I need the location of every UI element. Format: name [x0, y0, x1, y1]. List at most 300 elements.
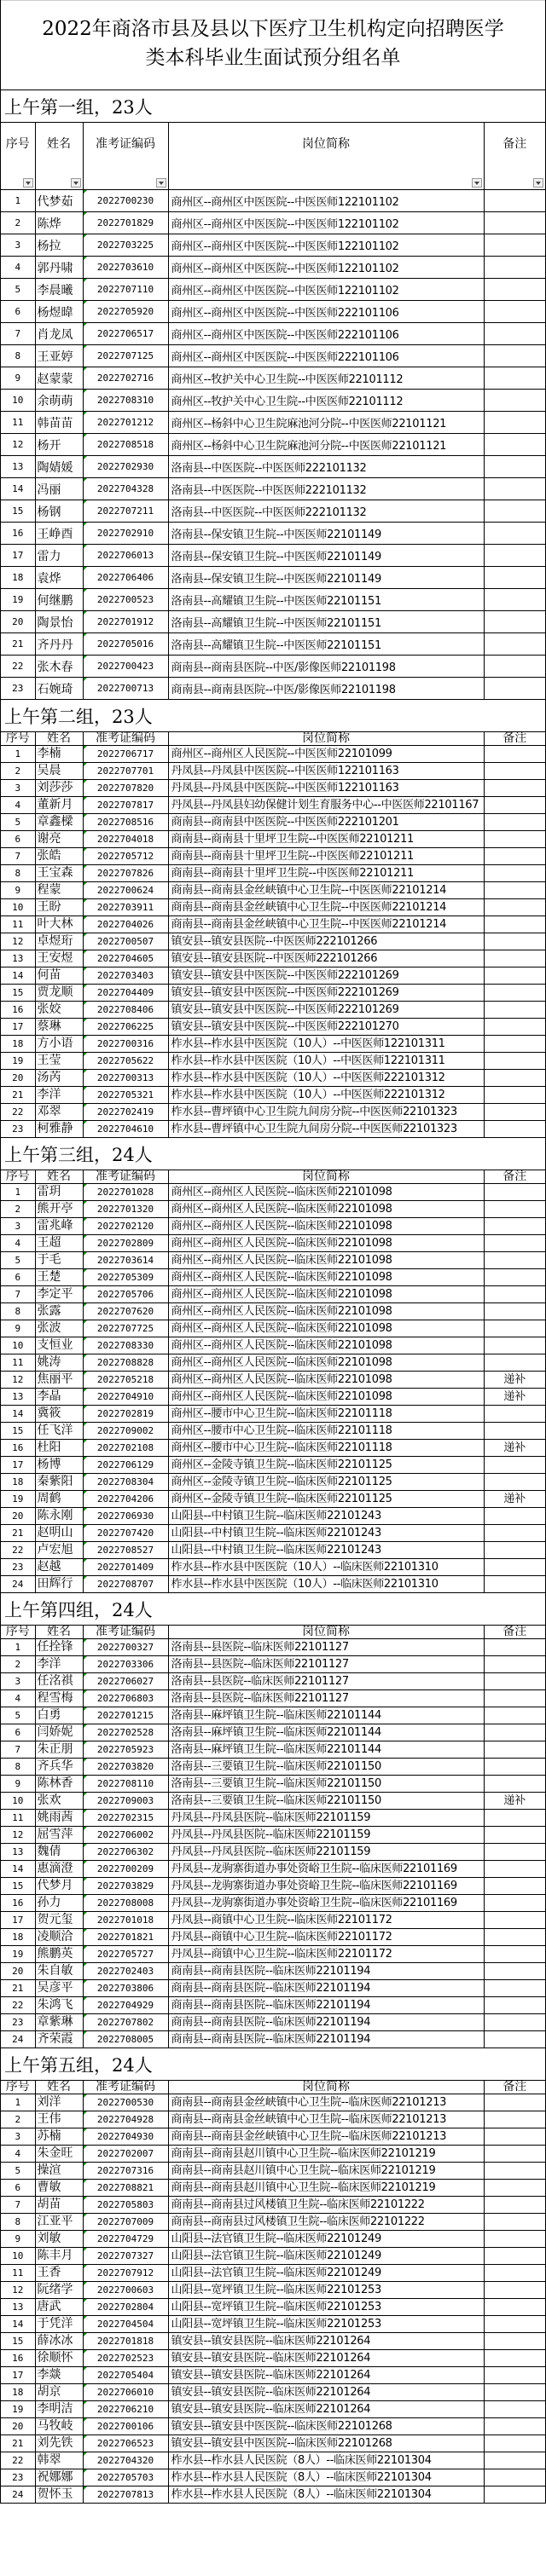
candidate-name: 雷玥: [35, 1184, 83, 1201]
post-title: 商南县--商南县赵川镇中心卫生院--临床医师22101219: [168, 2180, 484, 2197]
ticket-number: 2022709003: [83, 1793, 168, 1810]
remark: [484, 1673, 545, 1690]
table-row: [1, 367, 545, 390]
post-title: 山阳县--中村镇卫生院--临床医师22101243: [168, 1508, 484, 1525]
candidate-name: 朱鸿飞: [35, 1997, 83, 2014]
post-title: 商南县--商南县医院--临床医师22101194: [168, 2031, 484, 2048]
candidate-name: 何苗: [35, 967, 83, 985]
post-title: 商州区--金陵寺镇卫生院--临床医师22101125: [168, 1474, 484, 1491]
remark: [484, 985, 545, 1002]
candidate-name: 方小语: [35, 1036, 83, 1053]
post-title: 商南县--商南县医院--临床医师22101194: [168, 1997, 484, 2014]
candidate-name: 杨拉: [35, 234, 83, 257]
table-row: [1, 1861, 545, 1878]
table-row: [1, 2014, 545, 2031]
table-row: [1, 2231, 545, 2248]
candidate-name: 石婉琦: [35, 678, 83, 700]
remark: [484, 763, 545, 780]
column-label: 岗位简称: [302, 1170, 350, 1183]
candidate-name: 刘敏: [35, 2231, 83, 2248]
row-index: 14: [1, 478, 35, 500]
table-row: [1, 2282, 545, 2299]
ticket-number: 2022704610: [83, 1121, 168, 1138]
candidate-name: 张木春: [35, 656, 83, 678]
post-title: 商州区--商州区人民医院--临床医师22101098: [168, 1218, 484, 1235]
table-row: [1, 234, 545, 257]
table-row: [1, 933, 545, 950]
remark: [484, 831, 545, 848]
column-label: 岗位简称: [302, 1626, 350, 1638]
candidate-name: 薛冰冰: [35, 2333, 83, 2350]
candidate-name: 代梦月: [35, 1878, 83, 1895]
ticket-number: 2022707820: [83, 780, 168, 797]
row-index: 20: [1, 2418, 35, 2435]
ticket-number: 2022700327: [83, 1639, 168, 1656]
table-row: [1, 1286, 545, 1303]
remark: [484, 950, 545, 967]
ticket-number: 2022700313: [83, 1070, 168, 1087]
remark: [484, 967, 545, 985]
table-row: [1, 1963, 545, 1980]
row-index: 22: [1, 1104, 35, 1121]
remark: [484, 2128, 545, 2146]
row-index: 7: [1, 848, 35, 865]
filter-dropdown-icon[interactable]: [533, 178, 543, 188]
candidate-name: 贾龙顺: [35, 985, 83, 1002]
table-row: [1, 412, 545, 434]
column-label: 姓名: [47, 732, 71, 745]
candidate-name: 任飞洋: [35, 1423, 83, 1440]
post-title: 商南县--商南县赵川镇中心卫生院--临床医师22101219: [168, 2163, 484, 2180]
candidate-name: 李明洁: [35, 2401, 83, 2418]
row-index: 2: [1, 763, 35, 780]
post-title: 丹凤县--丹凤县医院--临床医师22101159: [168, 1844, 484, 1861]
remark: [484, 1002, 545, 1019]
ticket-number: 2022701409: [83, 1559, 168, 1576]
table-row: [1, 1946, 545, 1963]
remark: 递补: [484, 1372, 545, 1389]
row-index: 17: [1, 1457, 35, 1474]
row-index: 14: [1, 1406, 35, 1423]
candidate-name: 陈丰月: [35, 2248, 83, 2265]
remark: [484, 1844, 545, 1861]
ticket-number: 2022703306: [83, 1656, 168, 1673]
post-title: 洛南县--高耀镇卫生院--中医医师22101151: [168, 611, 484, 633]
candidate-name: 卢宏旭: [35, 1542, 83, 1559]
post-title: 丹凤县--商镇中心卫生院--临床医师22101172: [168, 1946, 484, 1963]
row-index: 14: [1, 967, 35, 985]
ticket-number: 2022704409: [83, 985, 168, 1002]
candidate-name: 杨博: [35, 1457, 83, 1474]
column-label: 备注: [502, 732, 527, 745]
ticket-number: 2022701821: [83, 1929, 168, 1946]
row-index: 21: [1, 633, 35, 656]
ticket-number: 2022701028: [83, 1184, 168, 1201]
col-header-note: [484, 2081, 545, 2094]
ticket-number: 2022702120: [83, 1218, 168, 1235]
table-row: [1, 2316, 545, 2333]
post-title: 山阳县--中村镇卫生院--临床医师22101243: [168, 1542, 484, 1559]
ticket-number: 2022705404: [83, 2367, 168, 2384]
column-label: 姓名: [47, 1626, 71, 1638]
remark: [484, 2299, 545, 2316]
ticket-number: 2022704320: [83, 2452, 168, 2469]
col-header-index: [1, 123, 35, 190]
remark: [484, 1997, 545, 2014]
ticket-number: 2022705622: [83, 1053, 168, 1070]
column-label: 准考证编码: [96, 137, 155, 151]
ticket-number: 2022700713: [83, 678, 168, 700]
candidate-name: 刘先铁: [35, 2435, 83, 2452]
table-row: [1, 390, 545, 412]
column-label: 备注: [502, 2081, 527, 2094]
table-row: [1, 1019, 545, 1036]
ticket-number: 2022703829: [83, 1878, 168, 1895]
remark: [484, 633, 545, 656]
ticket-number: 2022705309: [83, 1269, 168, 1286]
remark: [484, 257, 545, 279]
candidate-name: 魏倩: [35, 1844, 83, 1861]
remark: [484, 2111, 545, 2128]
row-index: 5: [1, 814, 35, 831]
candidate-name: 惠滴澄: [35, 1861, 83, 1878]
row-index: 23: [1, 2469, 35, 2486]
post-title: 镇安县--镇安县中医医院--中医医师222101269: [168, 1002, 484, 1019]
col-header-note: [484, 732, 545, 746]
post-title: 洛南县--保安镇卫生院--中医医师22101149: [168, 567, 484, 589]
remark: [484, 2265, 545, 2282]
candidate-name: 陈永刚: [35, 1508, 83, 1525]
column-label: 岗位简称: [302, 2081, 350, 2094]
candidate-name: 王安煜: [35, 950, 83, 967]
table-row: [1, 2248, 545, 2265]
post-title: 商南县--商南县中医医院--中医医师222101201: [168, 814, 484, 831]
candidate-name: 熊鹏英: [35, 1946, 83, 1963]
post-title: 丹凤县--商镇中心卫生院--临床医师22101172: [168, 1912, 484, 1929]
remark: [484, 678, 545, 700]
ticket-number: 2022705016: [83, 633, 168, 656]
table-row: [1, 1741, 545, 1759]
table-row: [1, 1372, 545, 1389]
remark: [484, 2333, 545, 2350]
table-row: [1, 2146, 545, 2163]
row-index: 1: [1, 190, 35, 212]
col-header-ticket: [83, 2081, 168, 2094]
post-title: 镇安县--镇安县中医医院--中医医师222101270: [168, 1019, 484, 1036]
remark: [484, 500, 545, 523]
post-title: 商南县--商南县金丝峡镇中心卫生院--中医医师22101214: [168, 882, 484, 899]
remark: [484, 523, 545, 545]
ticket-number: 2022702403: [83, 1963, 168, 1980]
row-index: 5: [1, 1252, 35, 1269]
table-row: [1, 1087, 545, 1104]
post-title: 商南县--商南县金丝峡镇中心卫生院--临床医师22101213: [168, 2111, 484, 2128]
row-index: 22: [1, 1997, 35, 2014]
table-row: [1, 2401, 545, 2418]
post-title: 镇安县--镇安县中医医院--临床医师22101268: [168, 2418, 484, 2435]
remark: [484, 1053, 545, 1070]
post-title: 商南县--商南县医院--临床医师22101194: [168, 2014, 484, 2031]
ticket-number: 2022706517: [83, 323, 168, 345]
row-index: 20: [1, 1070, 35, 1087]
row-index: 15: [1, 1878, 35, 1895]
post-title: 丹凤县--商镇中心卫生院--临床医师22101172: [168, 1929, 484, 1946]
ticket-number: 2022707327: [83, 2248, 168, 2265]
post-title: 洛南县--县医院--临床医师22101127: [168, 1639, 484, 1656]
remark: [484, 1759, 545, 1776]
filter-dropdown-icon[interactable]: [472, 178, 482, 188]
ticket-number: 2022701829: [83, 212, 168, 234]
remark: [484, 589, 545, 611]
post-title: 柞水县--柞水县人民医院（8人）--临床医师22101304: [168, 2452, 484, 2469]
table-row: [1, 746, 545, 763]
ticket-number: 2022705706: [83, 1286, 168, 1303]
table-row: [1, 1724, 545, 1741]
ticket-number: 2022702419: [83, 1104, 168, 1121]
candidate-name: 王香: [35, 2265, 83, 2282]
row-index: 11: [1, 2265, 35, 2282]
col-header-ticket: [83, 1170, 168, 1184]
ticket-number: 2022702528: [83, 1724, 168, 1741]
candidate-name: 陈林香: [35, 1776, 83, 1793]
post-title: 洛南县--中医医院--中医医师222101132: [168, 456, 484, 478]
candidate-name: 余萌萌: [35, 390, 83, 412]
row-index: 4: [1, 1235, 35, 1252]
row-index: 21: [1, 2435, 35, 2452]
table-row: [1, 1997, 545, 2014]
candidate-name: 齐丹丹: [35, 633, 83, 656]
row-index: 11: [1, 1810, 35, 1827]
candidate-name: 李晨曦: [35, 279, 83, 301]
column-label: 备注: [502, 1626, 527, 1638]
remark: [484, 2367, 545, 2384]
candidate-name: 代梦茹: [35, 190, 83, 212]
table-row: [1, 2265, 545, 2282]
table-row: [1, 1576, 545, 1593]
remark: [484, 1980, 545, 1997]
table-row: [1, 763, 545, 780]
candidate-name: 杨煜暐: [35, 301, 83, 323]
candidate-name: 王盼: [35, 899, 83, 916]
filter-dropdown-icon[interactable]: [23, 178, 33, 188]
post-title: 洛南县--麻坪镇卫生院--临床医师22101144: [168, 1707, 484, 1724]
candidate-name: 孙力: [35, 1895, 83, 1912]
ticket-number: 2022700106: [83, 2418, 168, 2435]
remark: [484, 1036, 545, 1053]
remark: [484, 1354, 545, 1372]
table-row: [1, 434, 545, 456]
post-title: 商州区--商州区人民医院--临床医师22101098: [168, 1269, 484, 1286]
candidate-name: 赵蒙蒙: [35, 367, 83, 390]
filter-dropdown-icon[interactable]: [71, 178, 81, 188]
post-title: 洛南县--三要镇卫生院--临床医师22101150: [168, 1759, 484, 1776]
candidate-name: 赵越: [35, 1559, 83, 1576]
candidate-name: 杨开: [35, 434, 83, 456]
remark: [484, 780, 545, 797]
remark: 递补: [484, 1491, 545, 1508]
remark: [484, 1303, 545, 1320]
post-title: 商州区--商州区人民医院--临床医师22101098: [168, 1337, 484, 1354]
remark: [484, 2316, 545, 2333]
row-index: 11: [1, 1354, 35, 1372]
candidate-name: 熊开亭: [35, 1201, 83, 1218]
column-label: 序号: [5, 1626, 30, 1638]
table-row: [1, 2128, 545, 2146]
group-table: [1, 1626, 545, 2048]
post-title: 镇安县--镇安县中医医院--临床医师22101268: [168, 2435, 484, 2452]
row-index: 14: [1, 1861, 35, 1878]
post-title: 商州区--商州区人民医院--临床医师22101098: [168, 1303, 484, 1320]
row-index: 9: [1, 882, 35, 899]
candidate-name: 贺元玺: [35, 1912, 83, 1929]
remark: [484, 1776, 545, 1793]
row-index: 15: [1, 985, 35, 1002]
table-row: [1, 1121, 545, 1138]
row-index: 18: [1, 1474, 35, 1491]
group-table: [1, 123, 545, 700]
candidate-name: 何继鹏: [35, 589, 83, 611]
row-index: 8: [1, 2214, 35, 2231]
remark: [484, 1337, 545, 1354]
remark: [484, 656, 545, 678]
candidate-name: 陶婧媛: [35, 456, 83, 478]
col-header-note: [484, 1626, 545, 1639]
row-index: 2: [1, 212, 35, 234]
candidate-name: 姚雨茜: [35, 1810, 83, 1827]
ticket-number: 2022706129: [83, 1457, 168, 1474]
post-title: 柞水县--柞水县中医医院（10人）--中医医师222101312: [168, 1087, 484, 1104]
row-index: 20: [1, 1508, 35, 1525]
candidate-name: 任洺祺: [35, 1673, 83, 1690]
table-row: [1, 1895, 545, 1912]
table-row: [1, 323, 545, 345]
col-header-note: [484, 123, 545, 190]
candidate-name: 阮绪学: [35, 2282, 83, 2299]
post-title: 商州区--商州区中医医院--中医医师122101102: [168, 212, 484, 234]
table-row: [1, 2486, 545, 2504]
post-title: 商州区--商州区人民医院--临床医师22101098: [168, 1320, 484, 1337]
row-index: 1: [1, 1184, 35, 1201]
table-row: [1, 2299, 545, 2316]
group-table: [1, 732, 545, 1138]
remark: [484, 1457, 545, 1474]
table-row: [1, 899, 545, 916]
ticket-number: 2022704928: [83, 2111, 168, 2128]
row-index: 24: [1, 2486, 35, 2504]
post-title: 商州区--商州区中医医院--中医医师122101102: [168, 190, 484, 212]
row-index: 11: [1, 412, 35, 434]
row-index: 17: [1, 1019, 35, 1036]
col-header-ticket: [83, 1626, 168, 1639]
row-index: 3: [1, 780, 35, 797]
remark: [484, 1741, 545, 1759]
ticket-number: 2022706002: [83, 1827, 168, 1844]
row-index: 15: [1, 500, 35, 523]
ticket-number: 2022700230: [83, 190, 168, 212]
candidate-name: 李洋: [35, 1656, 83, 1673]
table-row: [1, 1508, 545, 1525]
ticket-number: 2022701212: [83, 412, 168, 434]
candidate-name: 雷兆峰: [35, 1218, 83, 1235]
remark: 递补: [484, 1440, 545, 1457]
ticket-number: 2022704018: [83, 831, 168, 848]
column-label: 备注: [502, 137, 527, 151]
col-header-note: [484, 1170, 545, 1184]
ticket-number: 2022702108: [83, 1440, 168, 1457]
ticket-number: 2022707912: [83, 2265, 168, 2282]
post-title: 洛南县--县医院--临床医师22101127: [168, 1673, 484, 1690]
table-row: [1, 1252, 545, 1269]
post-title: 商州区--商州区人民医院--临床医师22101098: [168, 1389, 484, 1406]
ticket-number: 2022708518: [83, 434, 168, 456]
remark: [484, 2418, 545, 2435]
post-title: 丹凤县--丹凤县中医医院--中医医师122101163: [168, 780, 484, 797]
post-title: 商南县--商南县十里坪卫生院--中医医师22101211: [168, 865, 484, 882]
post-title: 商州区--商州区人民医院--临床医师22101098: [168, 1201, 484, 1218]
candidate-name: 于凭洋: [35, 2316, 83, 2333]
candidate-name: 唐武: [35, 2299, 83, 2316]
table-row: [1, 1002, 545, 1019]
candidate-name: 吴晨: [35, 763, 83, 780]
row-index: 8: [1, 1303, 35, 1320]
post-title: 商南县--商南县赵川镇中心卫生院--临床医师22101219: [168, 2146, 484, 2163]
post-title: 商州区--商州区中医医院--中医医师222101106: [168, 345, 484, 367]
row-index: 6: [1, 1269, 35, 1286]
remark: [484, 814, 545, 831]
candidate-name: 邓翠: [35, 1104, 83, 1121]
table-row: [1, 1036, 545, 1053]
table-row: [1, 1389, 545, 1406]
table-row: [1, 545, 545, 567]
row-index: 8: [1, 865, 35, 882]
ticket-number: 2022706210: [83, 2401, 168, 2418]
ticket-number: 2022704910: [83, 1389, 168, 1406]
remark: [484, 1542, 545, 1559]
row-index: 1: [1, 2094, 35, 2111]
table-row: [1, 2214, 545, 2231]
row-index: 9: [1, 1776, 35, 1793]
table-row: [1, 279, 545, 301]
col-header-post: [168, 1170, 484, 1184]
column-label: 姓名: [47, 1170, 71, 1183]
post-title: 洛南县--中医医院--中医医师222101132: [168, 500, 484, 523]
header-row: [1, 1170, 545, 1184]
post-title: 商州区--金陵寺镇卫生院--临床医师22101125: [168, 1457, 484, 1474]
row-index: 19: [1, 2401, 35, 2418]
remark: [484, 1235, 545, 1252]
filter-dropdown-icon[interactable]: [156, 178, 166, 188]
column-label: 序号: [5, 732, 30, 745]
remark: [484, 2180, 545, 2197]
remark: [484, 1929, 545, 1946]
post-title: 山阳县--宽坪镇卫生院--临床医师22101253: [168, 2316, 484, 2333]
ticket-number: 2022701320: [83, 1201, 168, 1218]
remark: [484, 412, 545, 434]
post-title: 商南县--商南县金丝峡镇中心卫生院--中医医师22101214: [168, 899, 484, 916]
table-row: [1, 2469, 545, 2486]
remark: [484, 2486, 545, 2504]
post-title: 商州区--商州区中医医院--中医医师122101102: [168, 257, 484, 279]
remark: [484, 2452, 545, 2469]
candidate-name: 于毛: [35, 1252, 83, 1269]
row-index: 8: [1, 345, 35, 367]
remark: [484, 1320, 545, 1337]
group-title: 上午第二组，23人: [1, 700, 545, 732]
post-title: 丹凤县--龙驹寨街道办事处资峪卫生院--临床医师22101169: [168, 1895, 484, 1912]
ticket-number: 2022703614: [83, 1252, 168, 1269]
table-row: [1, 1457, 545, 1474]
post-title: 商州区--腰市中心卫生院--临床医师22101118: [168, 1440, 484, 1457]
